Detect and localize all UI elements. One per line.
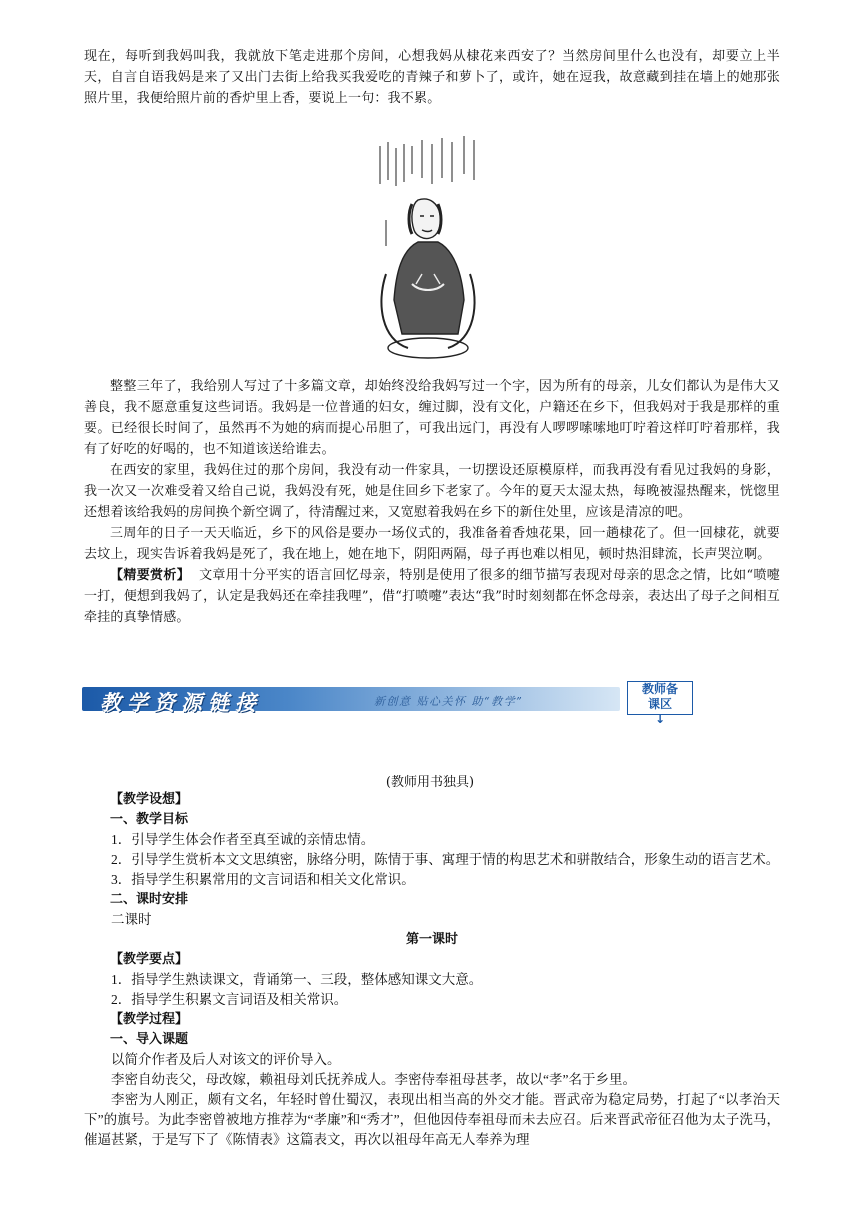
- schedule-text: 二课时: [111, 912, 152, 927]
- essay-paragraph: 三周年的日子一天天临近，乡下的风俗是要办一场仪式的，我准备着香烛花果，回一趟棣花了。但一回棣花，就要去坟上，现实告诉着我妈是死了，我在地上，她在地下，阴阳两隔，母子再也难以相见，顿时热泪肆流，长声哭泣啊。: [84, 526, 780, 562]
- teaching-resources-banner: [82, 681, 692, 726]
- portrait-illustration: [372, 134, 484, 366]
- point-item: 2．指导学生积累文言词语及相关常识。: [111, 992, 348, 1007]
- intro-heading: 一、导入课题: [110, 1032, 189, 1047]
- lesson-title: 第一课时: [405, 932, 458, 947]
- goals-heading: 一、教学目标: [110, 812, 189, 827]
- intro-paragraph: 以简介作者及后人对该文的评价导入。: [111, 1052, 341, 1067]
- teaching-plan-section: [84, 790, 780, 1150]
- schedule-heading: 二、课时安排: [110, 892, 189, 907]
- process-heading: 【教学过程】: [110, 1012, 189, 1027]
- teacher-prep-box: [627, 681, 693, 726]
- appreciation-paragraph: [84, 565, 780, 628]
- banner-slogan: 新创意 贴心关怀 助“教学”: [374, 695, 524, 708]
- points-heading: 【教学要点】: [110, 952, 189, 967]
- appreciation-text: 文章用十分平实的语言回忆母亲，特别是使用了很多的细节描写表现对母亲的思念之情，比如“喷嚏一打，便想到我妈了，认定是我妈还在牵挂我哩”，借“打喷嚏”表达“我”时时刻刻都在怀念母亲，表达出了母子之间相互牵挂的真挚情感。: [84, 568, 780, 625]
- point-item: 1．指导学生熟读课文，背诵第一、三段，整体感知课文大意。: [111, 972, 483, 987]
- box-line-2: 课区 ↓: [628, 697, 692, 727]
- down-arrow-icon: ↓: [654, 712, 666, 726]
- appreciation-label: 【精要赏析】: [110, 568, 191, 583]
- goal-item: 1．引导学生体会作者至真至诚的亲情忠情。: [111, 832, 375, 847]
- banner-title: 教学资源链接: [100, 690, 262, 715]
- essay-top-section: [84, 46, 780, 109]
- goal-item: 3．指导学生积累常用的文言词语和相关文化常识。: [111, 872, 415, 887]
- teacher-only-note: (教师用书独具): [385, 775, 475, 790]
- goal-item: 2．引导学生赏析本文文思缜密，脉络分明，陈情于事、寓理于情的构思艺术和骈散结合，形象生动的语言艺术。: [111, 852, 780, 867]
- design-heading: 【教学设想】: [110, 792, 189, 807]
- intro-paragraph: 李密为人刚正，颇有文名，年轻时曾仕蜀汉，表现出相当高的外交才能。晋武帝为稳定局势，打起了“以孝治天下”的旗号。为此李密曾被地方推荐为“孝廉”和“秀才”，但他因侍奉祖母而未去应召。后来晋武帝征召他为太子洗马，催逼甚紧，于是写下了《陈情表》这篇表文，再次以祖母年高无人奉养为理: [84, 1092, 780, 1147]
- essay-paragraph: 在西安的家里，我妈住过的那个房间，我没有动一件家具，一切摆设还原模原样，而我再没有看见过我妈的身影，我一次又一次难受着又给自己说，我妈没有死，她是住回乡下老家了。今年的夏天太湿太热，每晚被湿热醒来，恍惚里还想着该给我妈的房间换个新空调了，待清醒过来，又宽慰着我妈在乡下的新住处里，应该是清凉的吧。: [84, 463, 780, 520]
- essay-paragraph: 现在，每听到我妈叫我，我就放下笔走进那个房间，心想我妈从棣花来西安了？当然房间里什么也没有，却要立上半天，自言自语我妈是来了又出门去街上给我买我爱吃的青辣子和萝卜了，或许，她在逗我，故意藏到挂在墙上的她那张照片里，我便给照片前的香炉里上香，要说上一句：我不累。: [84, 49, 780, 106]
- essay-paragraph: 整整三年了，我给别人写过了十多篇文章，却始终没给我妈写过一个字，因为所有的母亲，儿女们都认为是伟大又善良，我不愿意重复这些词语。我妈是一位普通的妇女，缠过脚，没有文化，户籍还在乡下，但我妈对于我是那样的重要。已经很长时间了，虽然再不为她的病而提心吊胆了，可我出远门，再没有人啰啰嗦嗦地叮咛着这样叮咛着那样，我有了好吃的好喝的，也不知道该送给谁去。: [84, 379, 780, 457]
- essay-middle-section: [84, 376, 780, 628]
- box-line-1: 教师备: [641, 682, 678, 696]
- intro-paragraph: 李密自幼丧父，母改嫁，赖祖母刘氏抚养成人。李密侍奉祖母甚孝，故以“孝”名于乡里。: [111, 1072, 636, 1087]
